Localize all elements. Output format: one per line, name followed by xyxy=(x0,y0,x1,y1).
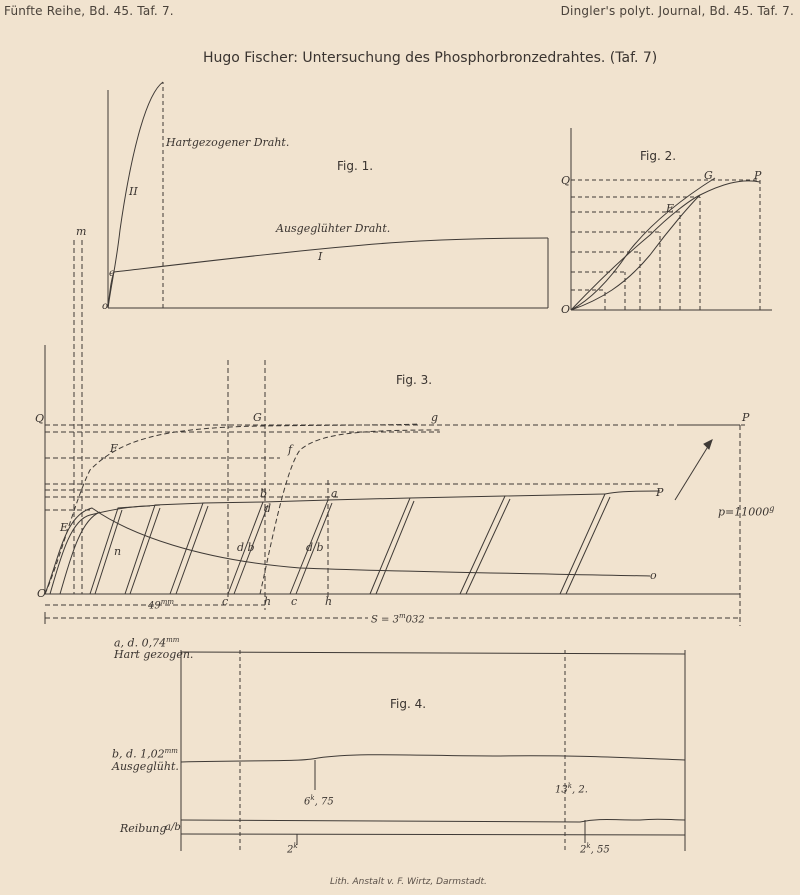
fig3-dim-s-unit: m xyxy=(398,612,406,620)
fig1-pt-o: o xyxy=(102,301,109,312)
fig1-ausg-label: Ausgeglühter Draht. xyxy=(276,222,391,235)
fig4-val1 xyxy=(304,795,334,807)
fig4-val2-unit: k xyxy=(567,782,572,790)
fig4-val2-decimal: , 2. xyxy=(571,784,588,796)
fig3-label: Fig. 3. xyxy=(396,373,433,387)
page-title: Hugo Fischer: Untersuchung des Phosphorbronzedrahtes. (Taf. 7) xyxy=(203,50,658,66)
fig4-val1-decimal: , 75 xyxy=(314,796,334,808)
fig2-label: Fig. 2. xyxy=(640,149,677,163)
fig4-row1-sub: Hart gezogen. xyxy=(114,648,194,661)
lithographer-imprint: Lith. Anstalt v. F. Wirtz, Darmstadt. xyxy=(330,877,487,887)
fig3-pt-h1: h xyxy=(325,595,333,608)
fig3-dim-s-prefix: S = 3 xyxy=(371,614,399,626)
fig3-pt-G: G xyxy=(253,411,262,424)
fig3-pt-a: a xyxy=(331,487,338,500)
fig1-label: Fig. 1. xyxy=(337,159,374,173)
fig4-val4-number: 2 xyxy=(580,844,587,856)
fig4-val4-unit: k xyxy=(586,842,591,850)
fig4-val4 xyxy=(580,843,610,855)
fig3-load-value: p=11000 xyxy=(718,505,770,519)
fig4-row2-unit: mm xyxy=(164,747,178,755)
fig4-row3-label: Reibung xyxy=(120,822,167,835)
fig3-dim-49-value: 49 xyxy=(148,600,161,612)
fig3-load xyxy=(718,505,774,518)
fig3-pt-f: f xyxy=(288,443,293,456)
fig4-row1-diam: a, d. 0,74 xyxy=(114,636,167,650)
fig3-dim-49-unit: mm xyxy=(160,598,175,606)
fig3-pt-n: n xyxy=(114,545,122,558)
fig4-graph xyxy=(181,650,685,851)
fig4-val3 xyxy=(287,843,298,855)
fig1-graph xyxy=(108,82,548,308)
fig3-pt-m: m xyxy=(76,225,87,238)
fig3-pt-db2: d b xyxy=(306,541,324,554)
fig1-hart-label: Hartgezogener Draht. xyxy=(166,136,290,149)
fig1-pt-e: e xyxy=(109,268,115,279)
fig4-row2-sub: Ausgeglüht. xyxy=(112,760,179,773)
fig3-graph xyxy=(45,240,745,626)
fig3-dim-49 xyxy=(148,599,174,611)
fig3-pt-F: F xyxy=(110,442,118,455)
fig4-val2 xyxy=(555,783,588,795)
fig3-pt-c1: c xyxy=(291,595,298,608)
fig2-pt-P: P xyxy=(754,169,762,182)
fig2-pt-E: E xyxy=(666,202,675,215)
fig4-val1-unit: k xyxy=(310,794,315,802)
fig2-pt-Q: Q xyxy=(561,174,571,187)
fig2-pt-O: O xyxy=(561,303,571,316)
fig3-pt-c: c xyxy=(222,595,229,608)
fig3-pt-d: d xyxy=(264,502,272,515)
fig3-pt-db1: d b xyxy=(237,541,255,554)
fig3-pt-P: P xyxy=(742,411,750,424)
fig4-val2-number: 13 xyxy=(555,784,568,796)
fig4-val1-number: 6 xyxy=(304,796,311,808)
fig4-row1-label xyxy=(114,637,179,649)
fig4-row3-ab: a/b xyxy=(165,822,181,833)
fig3-pt-g: g xyxy=(431,411,439,424)
fig3-pt-b: b xyxy=(260,487,268,500)
fig3-load-unit: g xyxy=(769,504,775,513)
fig4-val4-decimal: , 55 xyxy=(590,844,610,856)
fig3-dim-s xyxy=(368,613,428,625)
fig4-val3-unit: k xyxy=(293,842,298,850)
fig3-dim-s-decimal: 032 xyxy=(405,614,425,626)
fig4-label: Fig. 4. xyxy=(390,697,427,711)
header-left: Fünfte Reihe, Bd. 45. Taf. 7. xyxy=(4,4,174,18)
fig3-pt-O: O xyxy=(37,587,47,600)
fig3-pt-Q: Q xyxy=(35,412,45,425)
fig3-pt-o: o xyxy=(650,569,657,582)
fig2-pt-G: G xyxy=(704,169,713,182)
fig4-row1-unit: mm xyxy=(166,636,180,644)
fig3-pt-P1: P xyxy=(656,486,664,499)
fig3-pt-E: E xyxy=(60,521,69,534)
fig1-mark-II: II xyxy=(129,185,138,198)
fig4-val3-number: 2 xyxy=(287,844,294,856)
fig3-pt-h: h xyxy=(264,595,272,608)
fig4-row2-diam: b, d. 1,02 xyxy=(112,747,165,761)
fig1-mark-I: I xyxy=(318,250,323,263)
fig4-row2-label xyxy=(112,748,178,760)
header-right: Dingler's polyt. Journal, Bd. 45. Taf. 7. xyxy=(560,4,794,18)
